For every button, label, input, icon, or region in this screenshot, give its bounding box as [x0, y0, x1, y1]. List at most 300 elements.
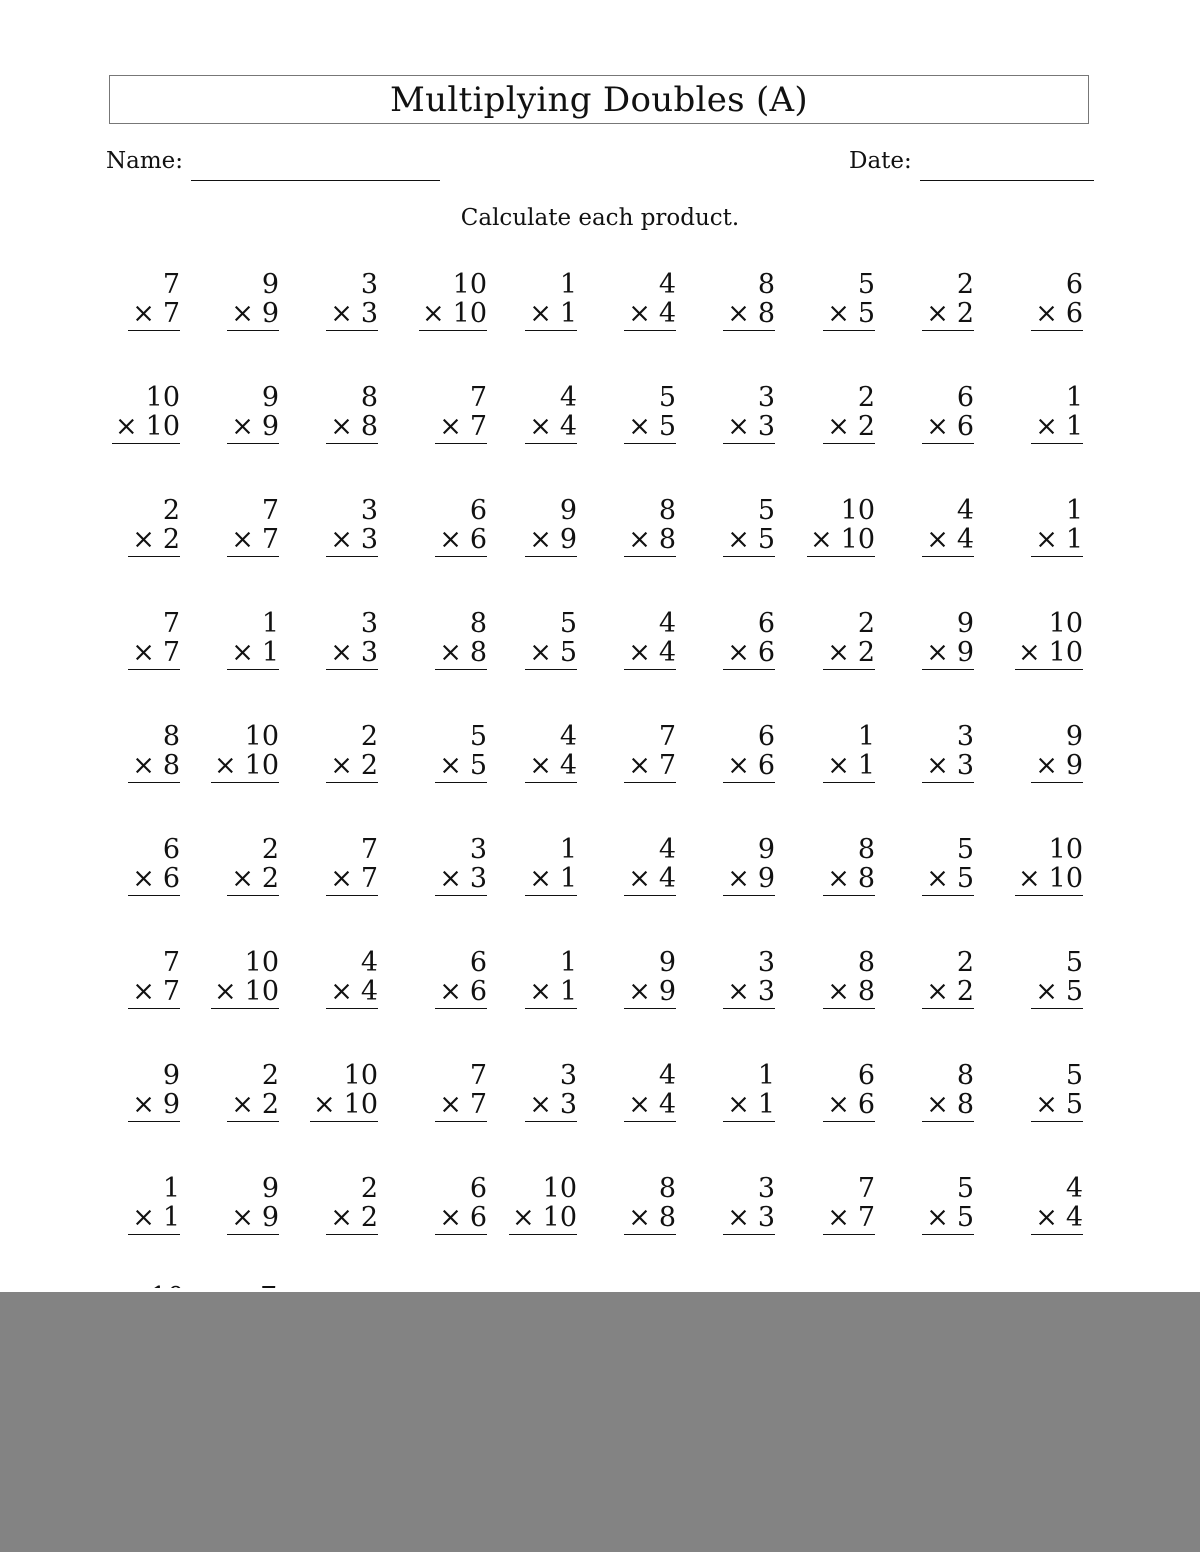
- times-symbol: ×: [231, 298, 254, 329]
- multiplication-problem: [723, 1061, 775, 1122]
- multiplicand: 5: [658, 382, 676, 413]
- multiplier: 6: [857, 1089, 875, 1120]
- multiplier: 2: [956, 976, 974, 1007]
- multiplication-problem: [435, 1174, 487, 1235]
- times-symbol: ×: [330, 976, 353, 1007]
- multiplication-problem: [326, 609, 378, 670]
- multiplication-problem: [624, 383, 676, 444]
- times-symbol: ×: [628, 750, 651, 781]
- multiplier-line: [227, 864, 279, 896]
- multiplication-problem: [128, 496, 180, 557]
- multiplier-line: [922, 525, 974, 557]
- multiplicand: 4: [1065, 1173, 1083, 1204]
- times-symbol: ×: [628, 976, 651, 1007]
- multiplicand: 4: [956, 495, 974, 526]
- multiplicand: 6: [857, 1060, 875, 1091]
- multiplier: 1: [559, 298, 577, 329]
- times-symbol: ×: [330, 863, 353, 894]
- multiplication-problem: [525, 722, 577, 783]
- multiplier: 3: [956, 750, 974, 781]
- times-symbol: ×: [628, 637, 651, 668]
- multiplicand: 5: [1065, 1060, 1083, 1091]
- multiplier-line: [435, 1090, 487, 1122]
- multiplier-line: [419, 299, 487, 331]
- times-symbol: ×: [827, 863, 850, 894]
- multiplication-problem: [112, 383, 180, 444]
- multiplication-problem: [211, 722, 279, 783]
- multiplier-line: [211, 751, 279, 783]
- multiplier: 9: [559, 524, 577, 555]
- multiplier-line: [624, 977, 676, 1009]
- multiplicand: 7: [469, 1060, 487, 1091]
- multiplicand: 2: [162, 495, 180, 526]
- multiplier: 6: [162, 863, 180, 894]
- multiplication-problem: [624, 1061, 676, 1122]
- multiplicand: 4: [658, 1060, 676, 1091]
- multiplication-problem: [435, 722, 487, 783]
- times-symbol: ×: [827, 411, 850, 442]
- multiplier: 10: [145, 411, 180, 442]
- multiplicand: 7: [658, 721, 676, 752]
- multiplicand: 8: [857, 834, 875, 865]
- multiplier: 4: [360, 976, 378, 1007]
- times-symbol: ×: [727, 524, 750, 555]
- multiplicand: 1: [559, 269, 577, 300]
- times-symbol: ×: [439, 976, 462, 1007]
- multiplicand: 9: [757, 834, 775, 865]
- multiplicand: 4: [658, 608, 676, 639]
- multiplier-line: [128, 977, 180, 1009]
- times-symbol: ×: [439, 411, 462, 442]
- multiplier: 9: [261, 411, 279, 442]
- multiplier: 5: [956, 1202, 974, 1233]
- times-symbol: ×: [926, 1089, 949, 1120]
- multiplicand: 4: [658, 834, 676, 865]
- times-symbol: ×: [727, 976, 750, 1007]
- multiplication-problem: [227, 270, 279, 331]
- multiplication-problem: [624, 948, 676, 1009]
- multiplicand: 3: [956, 721, 974, 752]
- multiplicand: 3: [360, 495, 378, 526]
- multiplicand: 2: [857, 382, 875, 413]
- multiplicand: 4: [559, 721, 577, 752]
- times-symbol: ×: [512, 1202, 535, 1233]
- multiplication-problem: [723, 609, 775, 670]
- times-symbol: ×: [529, 637, 552, 668]
- multiplication-problem: [525, 609, 577, 670]
- multiplication-problem: [128, 948, 180, 1009]
- times-symbol: ×: [827, 1202, 850, 1233]
- multiplicand: 3: [469, 834, 487, 865]
- multiplication-problem: [922, 609, 974, 670]
- multiplier: 2: [360, 750, 378, 781]
- multiplier: 2: [360, 1202, 378, 1233]
- multiplication-problem: [723, 948, 775, 1009]
- multiplier-line: [723, 864, 775, 896]
- multiplication-problem: [922, 835, 974, 896]
- multiplicand: 1: [1065, 495, 1083, 526]
- multiplier: 2: [162, 524, 180, 555]
- times-symbol: ×: [231, 524, 254, 555]
- multiplier-line: [624, 1203, 676, 1235]
- multiplication-problem: [227, 1174, 279, 1235]
- multiplier: 7: [857, 1202, 875, 1233]
- multiplier: 4: [559, 750, 577, 781]
- times-symbol: ×: [827, 1089, 850, 1120]
- multiplier-line: [525, 1090, 577, 1122]
- multiplicand: 7: [162, 608, 180, 639]
- multiplicand: 6: [469, 495, 487, 526]
- multiplication-problem: [1031, 722, 1083, 783]
- multiplicand: 4: [360, 947, 378, 978]
- multiplicand: 7: [261, 495, 279, 526]
- multiplication-problem: [211, 948, 279, 1009]
- multiplier-line: [1031, 299, 1083, 331]
- multiplier-line: [326, 864, 378, 896]
- times-symbol: ×: [330, 411, 353, 442]
- multiplier-line: [128, 751, 180, 783]
- multiplier-line: [723, 1090, 775, 1122]
- multiplicand: 8: [857, 947, 875, 978]
- times-symbol: ×: [330, 1202, 353, 1233]
- multiplicand: 1: [162, 1173, 180, 1204]
- multiplicand: 1: [559, 947, 577, 978]
- multiplication-problem: [227, 383, 279, 444]
- multiplication-problem: [435, 383, 487, 444]
- multiplicand: 6: [757, 608, 775, 639]
- multiplier-line: [922, 638, 974, 670]
- multiplier: 7: [469, 411, 487, 442]
- multiplier-line: [1031, 1090, 1083, 1122]
- multiplier: 1: [857, 750, 875, 781]
- multiplication-problem: [823, 609, 875, 670]
- multiplier: 9: [1065, 750, 1083, 781]
- times-symbol: ×: [330, 637, 353, 668]
- times-symbol: ×: [132, 863, 155, 894]
- multiplication-problem: [435, 496, 487, 557]
- multiplier: 5: [1065, 976, 1083, 1007]
- multiplier-line: [1015, 864, 1083, 896]
- times-symbol: ×: [214, 976, 237, 1007]
- multiplicand: 10: [452, 269, 487, 300]
- multiplication-problem: [525, 496, 577, 557]
- multiplier: 5: [559, 637, 577, 668]
- multiplier: 9: [261, 1202, 279, 1233]
- multiplier: 3: [360, 637, 378, 668]
- multiplier-line: [326, 638, 378, 670]
- times-symbol: ×: [439, 1202, 462, 1233]
- multiplier: 6: [1065, 298, 1083, 329]
- multiplicand: 6: [162, 834, 180, 865]
- multiplier: 9: [658, 976, 676, 1007]
- times-symbol: ×: [1035, 524, 1058, 555]
- multiplier: 4: [658, 1089, 676, 1120]
- multiplier: 4: [658, 298, 676, 329]
- times-symbol: ×: [727, 1089, 750, 1120]
- times-symbol: ×: [529, 863, 552, 894]
- multiplier: 5: [757, 524, 775, 555]
- multiplication-problem: [128, 1174, 180, 1235]
- times-symbol: ×: [1035, 1202, 1058, 1233]
- times-symbol: ×: [132, 637, 155, 668]
- multiplicand: 1: [757, 1060, 775, 1091]
- multiplier: 7: [162, 976, 180, 1007]
- multiplier-line: [823, 412, 875, 444]
- multiplication-problem: [1031, 496, 1083, 557]
- multiplication-problem: [128, 1061, 180, 1122]
- multiplier-line: [723, 1203, 775, 1235]
- multiplicand: 5: [956, 834, 974, 865]
- times-symbol: ×: [727, 863, 750, 894]
- multiplication-problem: [525, 948, 577, 1009]
- times-symbol: ×: [926, 863, 949, 894]
- multiplier-line: [435, 751, 487, 783]
- multiplier-line: [435, 1203, 487, 1235]
- multiplier-line: [227, 1090, 279, 1122]
- multiplier-line: [1031, 1203, 1083, 1235]
- multiplier: 8: [469, 637, 487, 668]
- multiplication-problem: [326, 270, 378, 331]
- multiplicand: 6: [469, 947, 487, 978]
- times-symbol: ×: [926, 411, 949, 442]
- multiplier: 9: [956, 637, 974, 668]
- multiplicand: 10: [1048, 608, 1083, 639]
- multiplier: 8: [658, 1202, 676, 1233]
- multiplicand: 8: [956, 1060, 974, 1091]
- times-symbol: ×: [926, 524, 949, 555]
- multiplication-problem: [525, 1061, 577, 1122]
- times-symbol: ×: [628, 524, 651, 555]
- multiplication-problem: [525, 835, 577, 896]
- multiplicand: 2: [360, 721, 378, 752]
- times-symbol: ×: [926, 976, 949, 1007]
- times-symbol: ×: [231, 863, 254, 894]
- times-symbol: ×: [231, 637, 254, 668]
- times-symbol: ×: [727, 1202, 750, 1233]
- multiplicand: 7: [162, 269, 180, 300]
- multiplier: 3: [757, 411, 775, 442]
- multiplier: 4: [658, 863, 676, 894]
- multiplier: 9: [261, 298, 279, 329]
- times-symbol: ×: [926, 750, 949, 781]
- multiplier-line: [723, 299, 775, 331]
- multiplicand: 2: [360, 1173, 378, 1204]
- instructions: Calculate each product.: [460, 205, 740, 231]
- multiplication-problem: [624, 609, 676, 670]
- multiplier: 4: [559, 411, 577, 442]
- multiplier-line: [227, 525, 279, 557]
- multiplier-line: [723, 751, 775, 783]
- multiplicand: 6: [1065, 269, 1083, 300]
- multiplier: 6: [757, 750, 775, 781]
- times-symbol: ×: [132, 750, 155, 781]
- multiplier: 5: [1065, 1089, 1083, 1120]
- times-symbol: ×: [422, 298, 445, 329]
- multiplier-line: [227, 638, 279, 670]
- multiplication-problem: [922, 496, 974, 557]
- multiplication-problem: [326, 383, 378, 444]
- multiplication-problem: [723, 383, 775, 444]
- multiplier: 6: [469, 976, 487, 1007]
- multiplier-line: [435, 525, 487, 557]
- multiplicand: 4: [559, 382, 577, 413]
- multiplication-problem: [823, 835, 875, 896]
- multiplier-line: [227, 412, 279, 444]
- times-symbol: ×: [727, 637, 750, 668]
- multiplier-line: [509, 1203, 577, 1235]
- multiplier-line: [326, 412, 378, 444]
- multiplier-line: [723, 638, 775, 670]
- multiplication-problem: [624, 270, 676, 331]
- multiplier: 8: [857, 976, 875, 1007]
- times-symbol: ×: [439, 750, 462, 781]
- multiplier: 1: [559, 863, 577, 894]
- multiplier-line: [326, 751, 378, 783]
- times-symbol: ×: [628, 1089, 651, 1120]
- multiplier: 2: [261, 1089, 279, 1120]
- times-symbol: ×: [231, 1202, 254, 1233]
- multiplier-line: [922, 751, 974, 783]
- times-symbol: ×: [132, 1089, 155, 1120]
- times-symbol: ×: [313, 1089, 336, 1120]
- times-symbol: ×: [628, 863, 651, 894]
- multiplier-line: [723, 525, 775, 557]
- multiplicand: 10: [840, 495, 875, 526]
- multiplicand: 2: [261, 1060, 279, 1091]
- multiplicand: 2: [857, 608, 875, 639]
- multiplier: 9: [757, 863, 775, 894]
- multiplicand: 3: [559, 1060, 577, 1091]
- multiplier: 1: [757, 1089, 775, 1120]
- multiplier: 8: [658, 524, 676, 555]
- times-symbol: ×: [1035, 411, 1058, 442]
- multiplicand: 5: [757, 495, 775, 526]
- multiplier-line: [922, 977, 974, 1009]
- multiplier-line: [310, 1090, 378, 1122]
- times-symbol: ×: [529, 750, 552, 781]
- times-symbol: ×: [132, 1202, 155, 1233]
- multiplicand: 8: [757, 269, 775, 300]
- multiplier: 10: [343, 1089, 378, 1120]
- multiplicand: 9: [1065, 721, 1083, 752]
- multiplicand: 1: [857, 721, 875, 752]
- multiplicand: 8: [469, 608, 487, 639]
- multiplier: 10: [244, 750, 279, 781]
- multiplier: 5: [956, 863, 974, 894]
- multiplication-problem: [326, 948, 378, 1009]
- multiplier-line: [922, 412, 974, 444]
- multiplier-line: [823, 977, 875, 1009]
- multiplier: 3: [360, 298, 378, 329]
- multiplier-line: [823, 299, 875, 331]
- multiplier: 10: [244, 976, 279, 1007]
- multiplicand: 6: [469, 1173, 487, 1204]
- multiplicand: 10: [145, 382, 180, 413]
- multiplier-line: [112, 412, 180, 444]
- times-symbol: ×: [727, 750, 750, 781]
- multiplication-problem: [1031, 270, 1083, 331]
- multiplication-problem: [823, 722, 875, 783]
- multiplier-line: [227, 299, 279, 331]
- multiplication-problem: [227, 835, 279, 896]
- multiplicand: 8: [658, 495, 676, 526]
- multiplier-line: [922, 1090, 974, 1122]
- multiplicand: 7: [162, 947, 180, 978]
- multiplier-line: [624, 638, 676, 670]
- multiplier: 2: [261, 863, 279, 894]
- multiplication-problem: [310, 1061, 378, 1122]
- times-symbol: ×: [439, 637, 462, 668]
- multiplier-line: [624, 1090, 676, 1122]
- multiplier-line: [525, 412, 577, 444]
- multiplier: 4: [658, 637, 676, 668]
- multiplication-problem: [326, 722, 378, 783]
- times-symbol: ×: [330, 750, 353, 781]
- multiplier-line: [525, 638, 577, 670]
- times-symbol: ×: [529, 1089, 552, 1120]
- multiplier: 1: [1065, 411, 1083, 442]
- times-symbol: ×: [330, 298, 353, 329]
- multiplication-problem: [823, 270, 875, 331]
- multiplication-problem: [723, 270, 775, 331]
- multiplier: 7: [469, 1089, 487, 1120]
- multiplier-line: [1031, 977, 1083, 1009]
- times-symbol: ×: [132, 524, 155, 555]
- times-symbol: ×: [439, 863, 462, 894]
- multiplier: 5: [469, 750, 487, 781]
- multiplication-problem: [128, 722, 180, 783]
- multiplication-problem: [1015, 835, 1083, 896]
- multiplier: 8: [956, 1089, 974, 1120]
- multiplier-line: [1031, 751, 1083, 783]
- multiplication-problem: [435, 948, 487, 1009]
- times-symbol: ×: [926, 298, 949, 329]
- multiplicand: 10: [542, 1173, 577, 1204]
- multiplier: 4: [1065, 1202, 1083, 1233]
- multiplication-problem: [128, 835, 180, 896]
- multiplication-problem: [823, 383, 875, 444]
- multiplication-problem: [1031, 1061, 1083, 1122]
- multiplier: 7: [162, 298, 180, 329]
- multiplication-problem: [723, 722, 775, 783]
- multiplier-line: [435, 638, 487, 670]
- times-symbol: ×: [231, 411, 254, 442]
- multiplier-line: [435, 412, 487, 444]
- times-symbol: ×: [810, 524, 833, 555]
- multiplier-line: [128, 638, 180, 670]
- multiplication-problem: [326, 835, 378, 896]
- multiplicand: 1: [559, 834, 577, 865]
- times-symbol: ×: [529, 524, 552, 555]
- multiplier-line: [823, 1090, 875, 1122]
- times-symbol: ×: [1035, 1089, 1058, 1120]
- multiplicand: 3: [757, 382, 775, 413]
- multiplication-problem: [227, 609, 279, 670]
- times-symbol: ×: [628, 298, 651, 329]
- multiplier-line: [525, 525, 577, 557]
- multiplier-line: [525, 864, 577, 896]
- multiplier: 3: [360, 524, 378, 555]
- multiplicand: 8: [658, 1173, 676, 1204]
- times-symbol: ×: [439, 1089, 462, 1120]
- multiplication-problem: [624, 496, 676, 557]
- multiplier: 3: [469, 863, 487, 894]
- multiplicand: 3: [360, 608, 378, 639]
- multiplication-problem: [326, 496, 378, 557]
- multiplier-line: [326, 525, 378, 557]
- multiplication-problem: [922, 1061, 974, 1122]
- multiplicand: 10: [244, 721, 279, 752]
